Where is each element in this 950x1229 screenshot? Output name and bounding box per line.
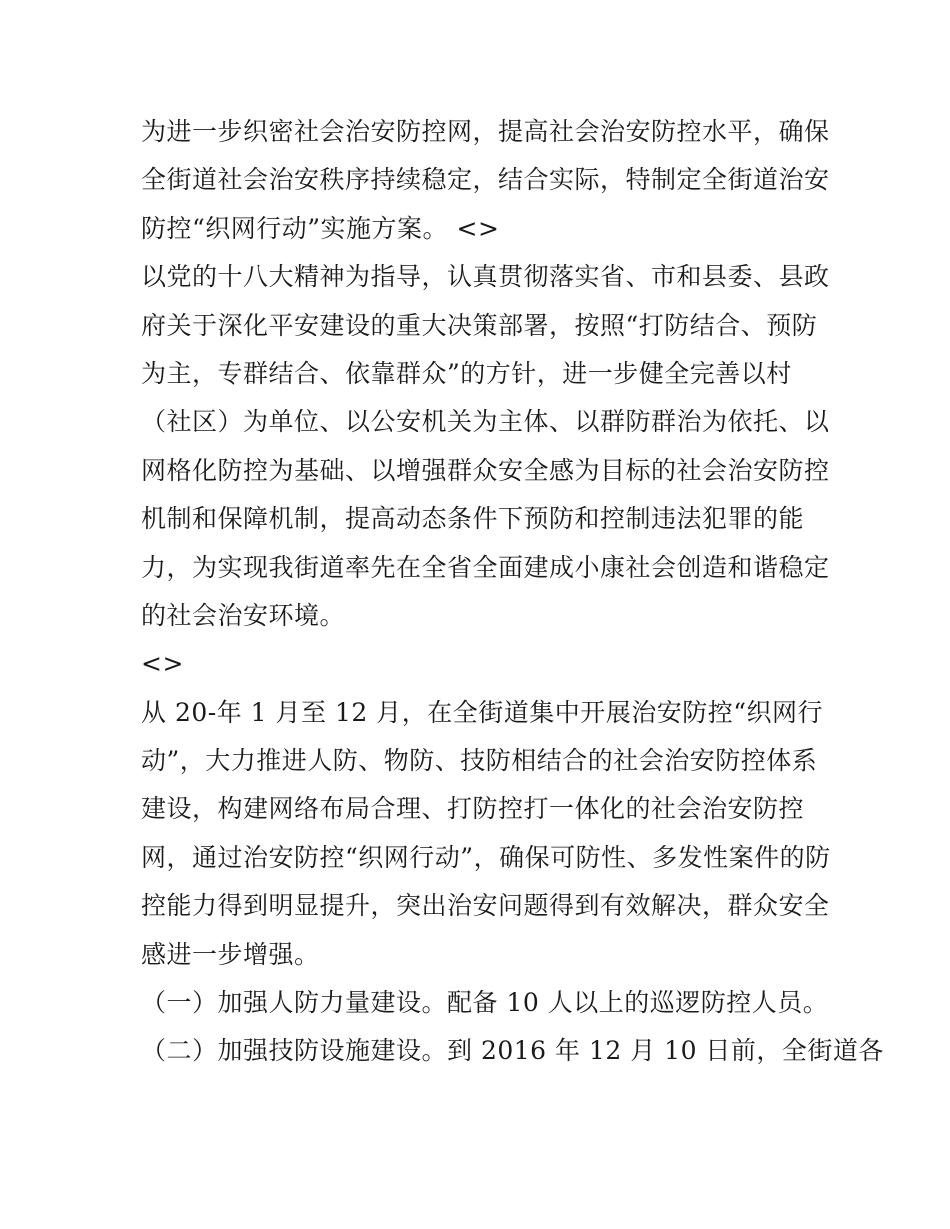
text-line: 防控“织网行动”实施方案。 <>: [141, 213, 500, 243]
text-line: （社区）为单位、以公安机关为主体、以群防群治为依托、以: [141, 407, 830, 437]
text-line: 感进一步增强。: [141, 939, 320, 969]
text-line: 网，通过治安防控“织网行动”，确保可防性、多发性案件的防: [141, 842, 831, 872]
body-text: [141, 108, 884, 1076]
text-line: 府关于深化平安建设的重大决策部署，按照“打防结合、预防: [141, 310, 818, 340]
text-line: 的社会治安环境。: [141, 600, 346, 630]
text-line: 动”，大力推进人防、物防、技防相结合的社会治安防控体系: [141, 746, 818, 776]
text-line: 全街道社会治安秩序持续稳定，结合实际，特制定全街道治安: [141, 165, 830, 195]
text-line: 网格化防控为基础、以增强群众安全感为目标的社会治安防控: [141, 455, 830, 485]
text-line: 从 20-年 1 月至 12 月，在全街道集中开展治安防控“织网行: [141, 697, 823, 727]
text-line: 为主，专群结合、依靠群众”的方针，进一步健全完善以村: [141, 358, 792, 388]
text-line: 以党的十八大精神为指导，认真贯彻落实省、市和县委、县政: [141, 262, 830, 292]
text-line: 力，为实现我街道率先在全省全面建成小康社会创造和谐稳定: [141, 552, 830, 582]
text-line: 控能力得到明显提升，突出治安问题得到有效解决，群众安全: [141, 891, 830, 921]
text-line: （二）加强技防设施建设。到 2016 年 12 月 10 日前，全街道各: [141, 1036, 884, 1066]
text-line: 建设，构建网络布局合理、打防控打一体化的社会治安防控: [141, 794, 805, 824]
text-line: 为进一步织密社会治安防控网，提高社会治安防控水平，确保: [141, 117, 830, 146]
text-line: 机制和保障机制，提高动态条件下预防和控制违法犯罪的能: [141, 504, 805, 534]
text-line: （一）加强人防力量建设。配备 10 人以上的巡逻防控人员。: [141, 988, 829, 1018]
text-line: <>: [141, 649, 184, 679]
